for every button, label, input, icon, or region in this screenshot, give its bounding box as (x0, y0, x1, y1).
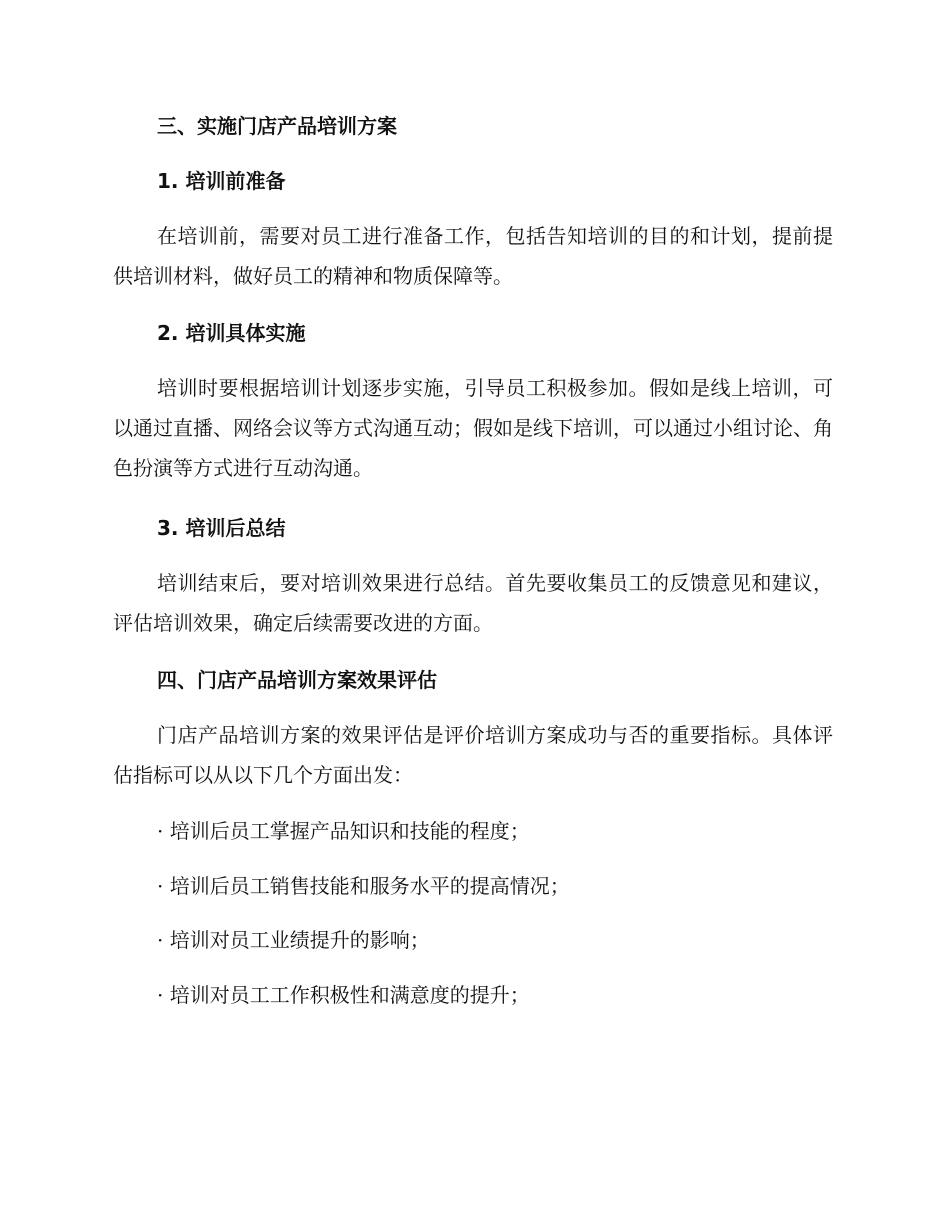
list-item: · 培训对员工业绩提升的影响； (157, 928, 430, 952)
paragraph: 培训结束后，要对培训效果进行总结。首先要收集员工的反馈意见和建议，评估培训效果，确定后续需要改进的方面。 (113, 571, 833, 635)
section-heading: 四、门店产品培训方案效果评估 (157, 668, 437, 692)
list-item: · 培训对员工工作积极性和满意度的提升； (157, 983, 530, 1007)
paragraph: 门店产品培训方案的效果评估是评价培训方案成功与否的重要指标。具体评估指标可以从以下几个方面出发： (113, 723, 833, 787)
list-item: · 培训后员工销售技能和服务水平的提高情况； (157, 874, 570, 898)
list-item: · 培训后员工掌握产品知识和技能的程度； (157, 819, 530, 843)
paragraph: 培训时要根据培训计划逐步实施，引导员工积极参加。假如是线上培训，可以通过直播、网络会议等方式沟通互动；假如是线下培训，可以通过小组讨论、角色扮演等方式进行互动沟通。 (113, 376, 833, 480)
subsection-heading: 2. 培训具体实施 (157, 321, 306, 345)
paragraph: 在培训前，需要对员工进行准备工作，包括告知培训的目的和计划，提前提供培训材料，做好员工的精神和物质保障等。 (113, 224, 833, 288)
subsection-heading: 3. 培训后总结 (157, 516, 286, 540)
subsection-heading: 1. 培训前准备 (157, 169, 286, 193)
section-heading: 三、实施门店产品培训方案 (157, 114, 397, 138)
